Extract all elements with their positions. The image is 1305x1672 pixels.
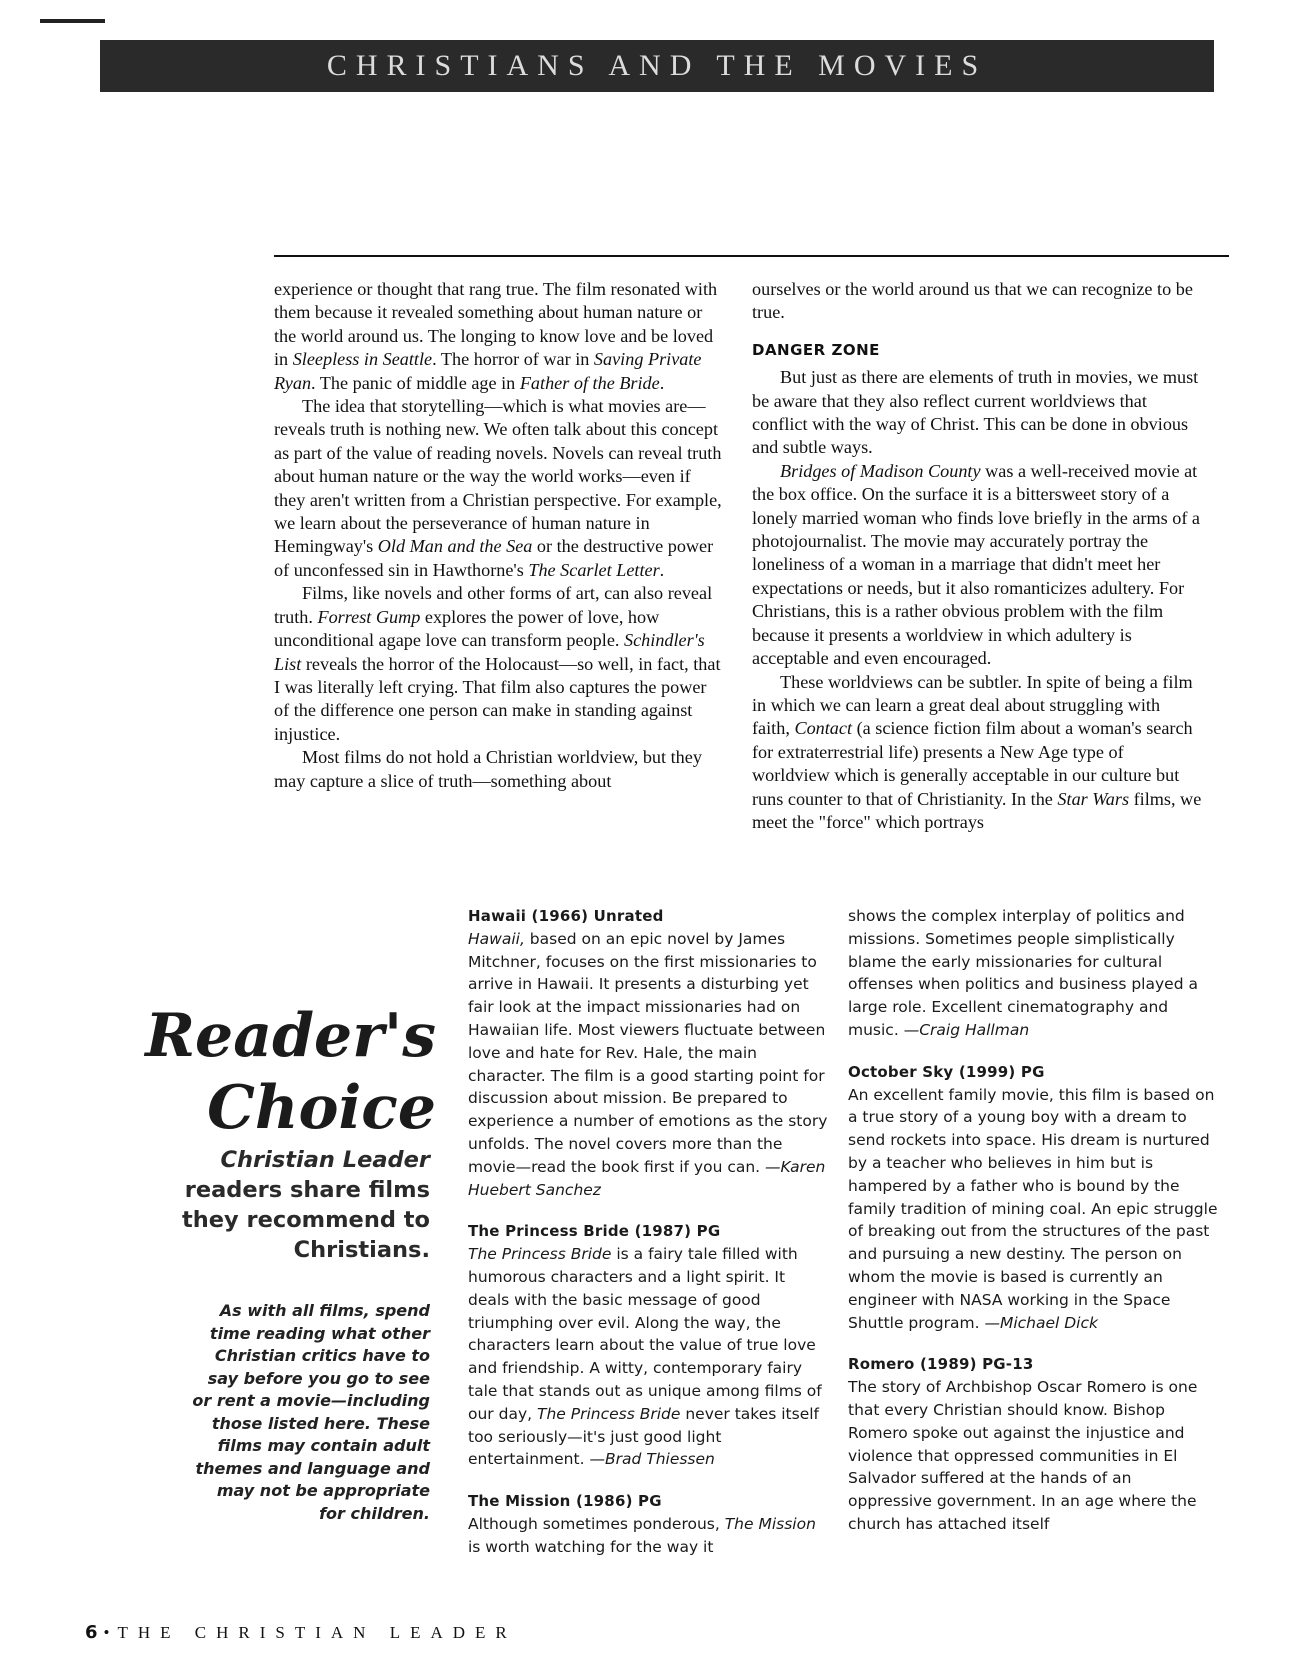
article-paragraph: Bridges of Madison County was a well-received movie at the box office. On the surface it is a bittersweet story of a lonely married woman who finds love briefly in the arms of a photojournalist. The movie may accurately portray the loneliness of a woman in a marriage that didn't meet her expectations or needs, but it also romanticizes adultery. For Christians, this is a rather obvious problem with the film because it presents a worldview in which adultery is acceptable and even encouraged. <box>752 460 1201 669</box>
review-continuation: shows the complex interplay of politics and missions. Sometimes people simplistically blame the early missionaries for cultural offenses when politics and business played a large role. Excellent cinematography and music. <box>848 907 1198 1039</box>
review-body: Hawaii, based on an epic novel by James Mitchner, focuses on the first missionaries to arrive in Hawaii. It presents a disturbing yet fair look at the impact missionaries had on Hawaiian life. Most viewers fluctuate between love and hate for Rev. Hale, the main character. The film is a good starting point for discussion about mission. Be prepared to experience a number of emotions as the story unfolds. The novel covers more than the movie—read the book first if you can. —Karen Huebert Sanchez <box>468 929 828 1199</box>
readers-choice-note: As with all films, spend time reading what other Christian critics have to say before you go to see or rent a movie—including those listed here. These films may contain adult themes and language and may not be appropriate for children. <box>192 1301 430 1523</box>
bullet-separator: • <box>103 1623 110 1642</box>
review-heading: October Sky (1999) PG <box>848 1062 1045 1081</box>
review-heading: Hawaii (1966) Unrated <box>468 907 664 925</box>
readers-choice-subtitle: Christian Leader readers share films they recommend to Christians. <box>181 1147 430 1263</box>
review-hawaii <box>468 905 828 1201</box>
danger-zone-heading: DANGER ZONE <box>752 340 880 359</box>
article-paragraph: ourselves or the world around us that we can recognize to be true. <box>752 279 1193 323</box>
article-paragraph: These worldviews can be subtler. In spite of being a film in which we can learn a great deal about struggling with faith, Contact (a science fiction film about a woman's search for extraterrestrial life) presents a New Age type of worldview which is generally acceptable in our culture but runs counter to that of Christianity. In the Star Wars films, we meet the "force" which portrays <box>752 671 1202 832</box>
article-paragraph: But just as there are elements of truth in movies, we must be aware that they also reflect current worldviews that conflict with the way of Christ. This can be done in obvious and subtle ways. <box>752 367 1199 458</box>
review-body <box>848 905 1218 1042</box>
article-paragraph: Most films do not hold a Christian worldview, but they may capture a slice of truth—something about <box>274 747 702 791</box>
reviewer-name: —Michael Dick <box>984 1313 1098 1332</box>
review-body: An excellent family movie, this film is based on a true story of a young boy with a dream to send rockets into space. His dream is nurtured by a teacher who believes in him but is hampered by a father who is bound by the family tradition of mining coal. An epic struggle of breaking out from the structures of the past and pursuing a new destiny. The person on whom the movie is based is currently an engineer with NASA working in the Space Shuttle program. —Michael Dick <box>848 1085 1218 1332</box>
review-body: Although sometimes ponderous, The Mission is worth watching for the way it <box>468 1514 816 1556</box>
review-continued: is worth watching for the way it <box>468 1537 714 1556</box>
review-body: The story of Archbishop Oscar Romero is one that every Christian should know. Bishop Romero spoke out against the injustice and violence that oppressed communities in El Salvador suffered at the hands of an oppressive government. In an age where the church has attached itself <box>848 1378 1198 1533</box>
review-october-sky <box>848 1061 1218 1335</box>
article-paragraph: Films, like novels and other forms of art, can also reveal truth. Forrest Gump explores the power of love, how unconditional agape love can transform people. Schindler's List reveals the horror of the Holocaust—so well, in fact, that I was literally left crying. That film also captures the power of the difference one person can make in standing against injustice. <box>274 583 721 744</box>
reviews-column-1 <box>468 905 828 1578</box>
review-the-mission <box>468 1490 828 1558</box>
review-romero <box>848 1353 1218 1535</box>
section-banner <box>100 40 1214 92</box>
article-right-column <box>752 278 1202 834</box>
top-corner-rule <box>40 19 105 23</box>
article-paragraph: The idea that storytelling—which is what movies are—reveals truth is nothing new. We often talk about this concept as part of the value of reading novels. Novels can reveal truth about human nature or the way the world works—even if they aren't written from a Christian perspective. For example, we learn about the perseverance of human nature in Hemingway's Old Man and the Sea or the destructive power of unconfessed sin in Hawthorne's The Scarlet Letter. <box>274 396 722 580</box>
review-princess-bride <box>468 1220 828 1471</box>
review-heading: The Mission (1986) PG <box>468 1492 662 1511</box>
article-paragraph: experience or thought that rang true. The film resonated with them because it revealed something about human nature or the world around us. The longing to know love and be loved in Sleepless in Seattle. The horror of war in Saving Private Ryan. The panic of middle age in Father of the Bride. <box>274 279 718 393</box>
review-the-mission-continued <box>848 905 1218 1042</box>
reviewer-name: —Brad Thiessen <box>589 1450 715 1469</box>
article-top-rule <box>274 255 1229 257</box>
page-number: 6 <box>85 1622 98 1643</box>
review-body: The Princess Bride is a fairy tale filled with humorous characters and a light spirit. It deals with the basic message of good triumphing over evil. Along the way, the characters learn about the value of true love and friendship. A witty, contemporary fairy tale that stands out as unique among films of our day, The Princess Bride never takes itself too seriously—it's just good light entertainment. —Brad Thiessen <box>468 1245 822 1469</box>
section-title: CHRISTIANS AND THE MOVIES <box>326 49 988 82</box>
page-footer <box>85 1622 517 1643</box>
reviewer-name: —Karen Huebert Sanchez <box>468 1157 826 1199</box>
article-left-column <box>274 278 724 793</box>
review-heading: The Princess Bride (1987) PG <box>468 1222 721 1241</box>
readers-choice-title: Reader's Choice <box>145 1001 436 1143</box>
reviewer-name: —Craig Hallman <box>903 1020 1030 1039</box>
publication-name: THE CHRISTIAN LEADER <box>117 1623 517 1642</box>
review-heading: Romero (1989) PG-13 <box>848 1355 1034 1374</box>
reviews-column-2 <box>848 905 1218 1555</box>
